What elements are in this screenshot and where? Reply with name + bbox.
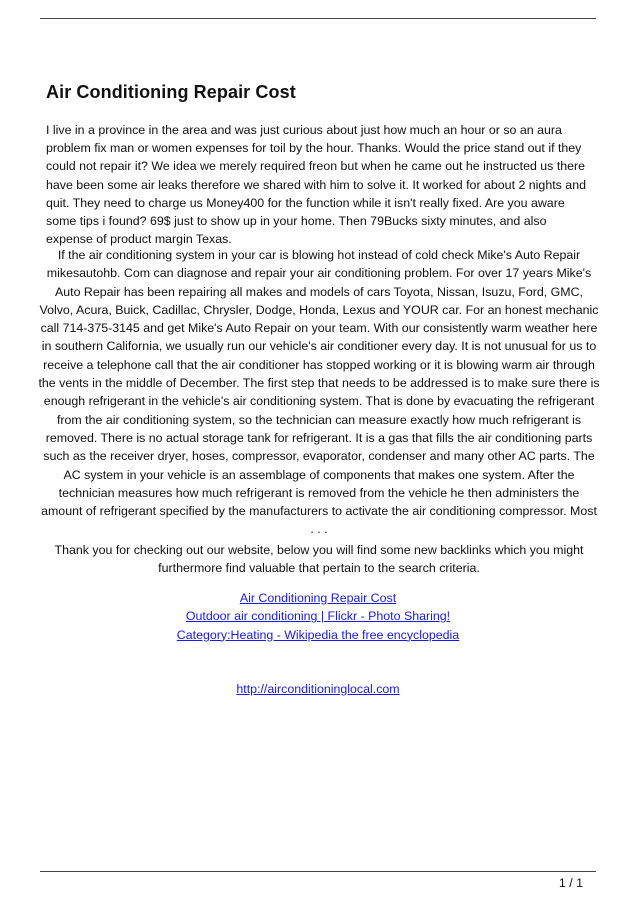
thanks-paragraph: Thank you for checking out our website, below you will find some new backlinks which you might furthermore find valuable that pertain to the search criteria. [54,543,584,576]
footer-rule [40,871,596,872]
backlinks-list [40,589,596,644]
backlink-flickr[interactable]: Outdoor air conditioning | Flickr - Photo Sharing! [185,609,451,624]
site-link-block [40,682,596,696]
site-link[interactable]: http://airconditioninglocal.com [236,682,400,696]
header-rule [40,18,596,19]
page-indicator: 1 / 1 [558,876,583,890]
document-title: Air Conditioning Repair Cost [46,82,296,102]
backlink-wikipedia[interactable]: Category:Heating - Wikipedia the free encyclopedia [176,627,460,642]
main-paragraph: If the air conditioning system in your car is blowing hot instead of cold check Mike's Auto Repair mikesautohb. Com can diagnose and repair your air conditioning problem. For over 17 years Mike's Auto Repair has been repairing all makes and models of cars Toyota, Nissan, Isuzu, Ford, GMC, Volvo, Acura, Buick, Cadillac, Chrysler, Dodge, Honda, Lexus and YOUR car. For an honest mechanic call 714-375-3145 and get Mike's Auto Repair on your team. With our consistently warm weather here in southern California, we usually run our vehicle's air conditioner every day. It is not unusual for us to receive a telephone call that the air conditioner has stopped working or it is blowing warm air through the vents in the middle of December. The first step that needs to be addressed is to make sure there is enough refrigerant in the vehicle's air conditioning system. That is done by evacuating the refrigerant from the air conditioning system, so the technician can measure exactly how much refrigerant is removed. There is no actual storage tank for refrigerant. It is a gas that fills the air conditioning parts such as the receiver dryer, hoses, compressor, evaporator, condenser and many other AC parts. The AC system in your vehicle is an assemblage of components that makes one system. After the technician measures how much refrigerant is removed from the vehicle he then administers the amount of refrigerant specified by the manufacturers to activate the air conditioning compressor. Most . . . [38,248,600,537]
backlink-ac-repair-cost[interactable]: Air Conditioning Repair Cost [239,591,397,605]
intro-paragraph: I live in a province in the area and was just curious about just how much an hour or so an aura problem fix man or women expenses for toil by the hour. Thanks. Would the price stand out if they could not repair it? We idea we merely required freon but when he came out he instructed us there have been some air leaks therefore we shared with him to solve it. It worked for about 2 nights and quit. They need to charge us Money400 for the function while it isn't really fixed. Are you aware some tips i found? 69$ just to show up in your home. Then 79Bucks sixty minutes, and also expense of product margin Texas. [46,123,586,247]
